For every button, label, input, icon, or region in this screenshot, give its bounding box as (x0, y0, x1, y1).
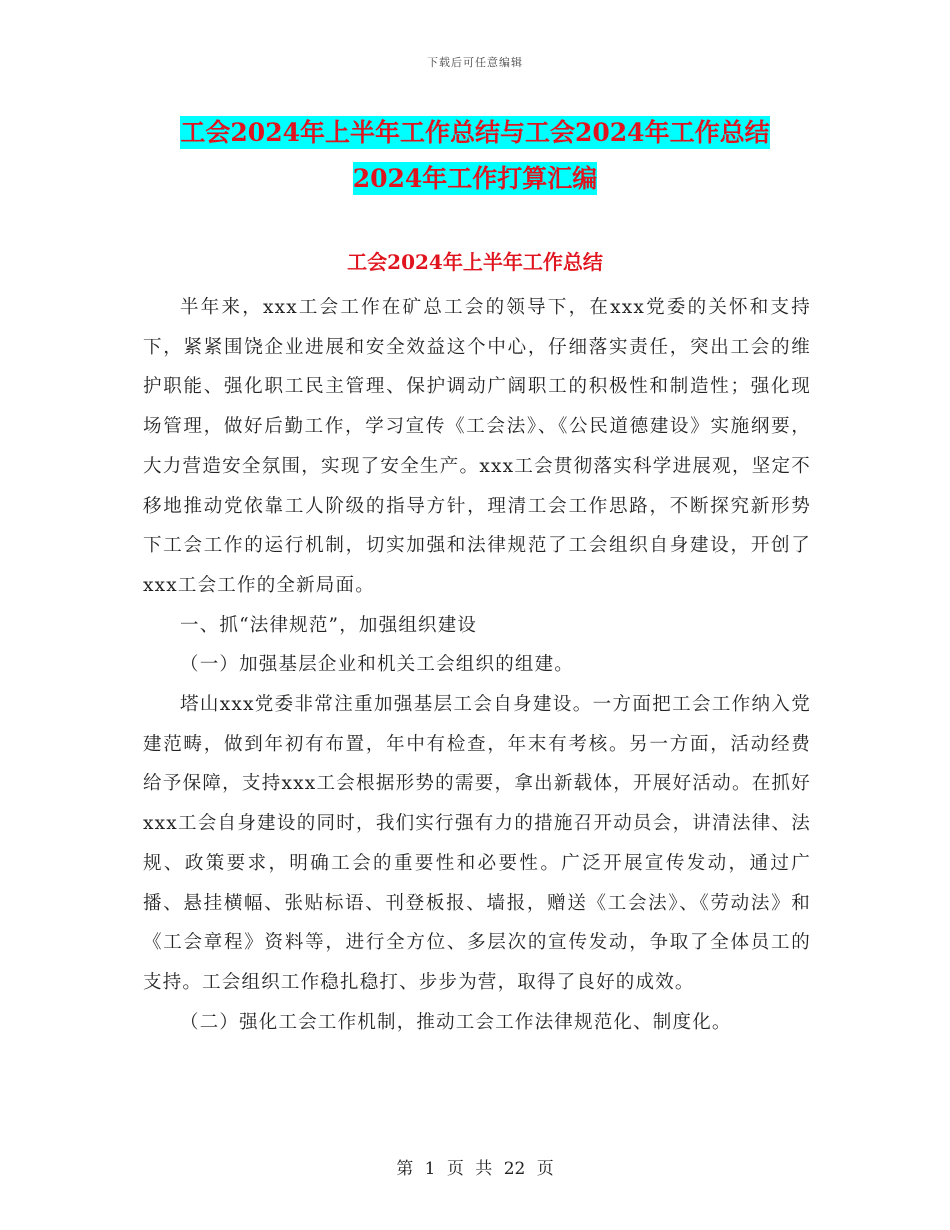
document-title-line-1: 工会2024年上半年工作总结与工会2024年工作总结 (180, 118, 770, 147)
page-footer: 第 1 页 共 22 页 (396, 1159, 554, 1179)
document-title (0, 110, 950, 202)
body-text (143, 288, 811, 1042)
subheading-paragraph: （二）强化工会工作机制，推动工会工作法律规范化、制度化。 (180, 1011, 732, 1033)
heading-paragraph: 一、抓“法律规范”，加强组织建设 (180, 614, 478, 636)
paragraph: 塔山xxx党委非常注重加强基层工会自身建设。一方面把工会工作纳入党建范畴，做到年初有布置，年中有检查，年末有考核。另一方面，活动经费给予保障，支持xxx工会根据形势的需要，拿出新载体，开展好活动。在抓好xxx工会自身建设的同时，我们实行强有力的措施召开动员会，讲清法律、法规、政策要求，明确工会的重要性和必要性。广泛开展宣传发动，通过广播、悬挂横幅、张贴标语、刊登板报、墙报，赠送《工会法》、《劳动法》和《工会章程》资料等，进行全方位、多层次的宣传发动，争取了全体员工的支持。工会组织工作稳扎稳打、步步为营，取得了良好的成效。 (143, 694, 811, 993)
section-title: 工会2024年上半年工作总结 (347, 250, 603, 274)
paragraph: 半年来，xxx工会工作在矿总工会的领导下，在xxx党委的关怀和支持下，紧紧围饶企业进展和安全效益这个中心，仔细落实责任，突出工会的维护职能、强化职工民主管理、保护调动广阔职工的积极性和制造性；强化现场管理，做好后勤工作，学习宣传《工会法》、《公民道德建设》实施纲要，大力营造安全氛围，实现了安全生产。xxx工会贯彻落实科学进展观，坚定不移地推动党依靠工人阶级的指导方针，理清工会工作思路，不断探究新形势下工会工作的运行机制，切实加强和法律规范了工会组织自身建设，开创了xxx工会工作的全新局面。 (143, 297, 811, 596)
header-note: 下载后可任意编辑 (427, 56, 523, 69)
subheading-paragraph: （一）加强基层企业和机关工会组织的组建。 (180, 654, 575, 676)
document-title-line-2: 2024年工作打算汇编 (352, 164, 598, 193)
